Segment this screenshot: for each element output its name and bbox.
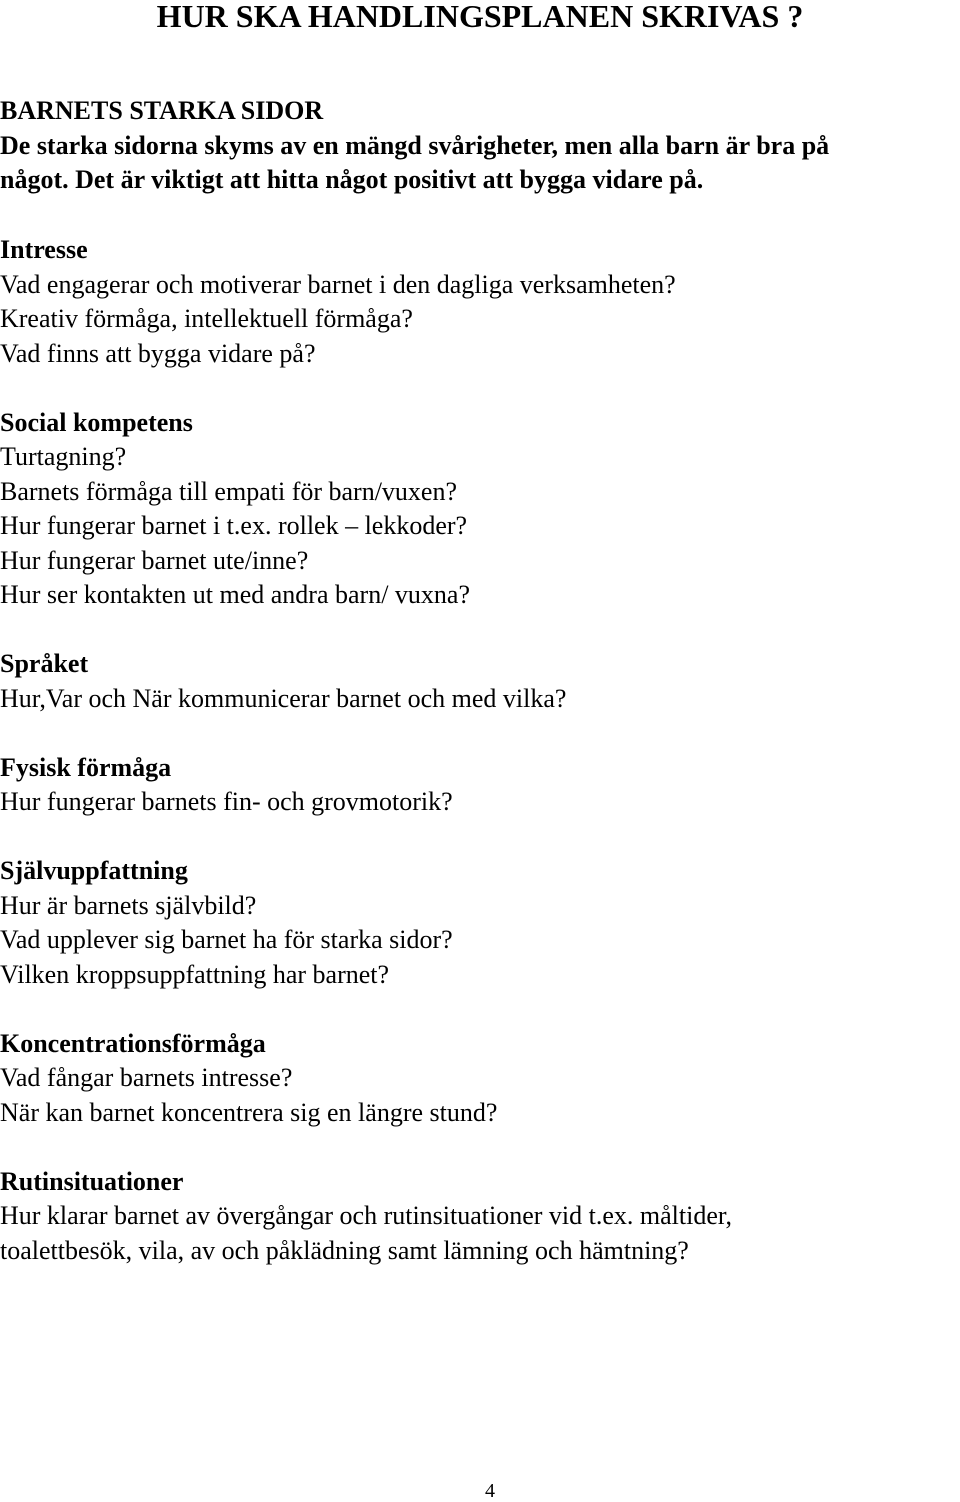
section-question: När kan barnet koncentrera sig en längre stund? [0, 1097, 498, 1127]
section-question: Turtagning? [0, 442, 127, 471]
section [0, 647, 960, 716]
section-question: Hur fungerar barnet ute/inne? [0, 545, 309, 575]
section-question: Vad engagerar och motiverar barnet i den dagliga verksamheten? [0, 269, 676, 299]
section-question: toalettbesök, vila, av och påklädning samt lämning och hämtning? [0, 1235, 689, 1265]
section-heading: Fysisk förmåga [0, 752, 172, 782]
section-question: Vad fångar barnets intresse? [0, 1063, 293, 1092]
section [0, 406, 960, 613]
page-title: HUR SKA HANDLINGSPLANEN SKRIVAS ? [156, 0, 804, 34]
section-question: Vilken kroppsuppfattning har barnet? [0, 959, 390, 989]
section [0, 751, 960, 820]
sections-list [0, 233, 960, 1303]
section [0, 1165, 960, 1269]
section [0, 233, 960, 371]
section-heading: Social kompetens [0, 407, 193, 437]
section-question: Vad finns att bygga vidare på? [0, 338, 316, 368]
section-heading: Koncentrationsförmåga [0, 1028, 266, 1058]
section-question: Hur fungerar barnet i t.ex. rollek – lekkoder? [0, 511, 468, 540]
section [0, 1027, 960, 1131]
section-heading: Självuppfattning [0, 856, 188, 885]
section-heading: Intresse [0, 235, 88, 264]
intro-heading: BARNETS STARKA SIDOR [0, 96, 324, 125]
section-heading: Rutinsituationer [0, 1166, 184, 1196]
section-question: Hur ser kontakten ut med andra barn/ vuxna? [0, 580, 471, 609]
intro-block [0, 94, 960, 198]
section-question: Hur,Var och När kommunicerar barnet och med vilka? [0, 683, 567, 713]
section-question: Vad upplever sig barnet ha för starka sidor? [0, 925, 453, 954]
section-question: Kreativ förmåga, intellektuell förmåga? [0, 304, 413, 333]
intro-text-line: De starka sidorna skyms av en mängd svårigheter, men alla barn är bra på [0, 130, 830, 160]
page-number: 4 [485, 1480, 495, 1502]
section-question: Hur fungerar barnets fin- och grovmotorik? [0, 787, 453, 816]
section-heading: Språket [0, 649, 89, 678]
intro-text-line: något. Det är viktigt att hitta något positivt att bygga vidare på. [0, 165, 704, 194]
section-question: Hur är barnets självbild? [0, 890, 257, 920]
section-question: Barnets förmåga till empati för barn/vuxen? [0, 476, 458, 506]
section [0, 854, 960, 992]
section-question: Hur klarar barnet av övergångar och rutinsituationer vid t.ex. måltider, [0, 1201, 732, 1230]
